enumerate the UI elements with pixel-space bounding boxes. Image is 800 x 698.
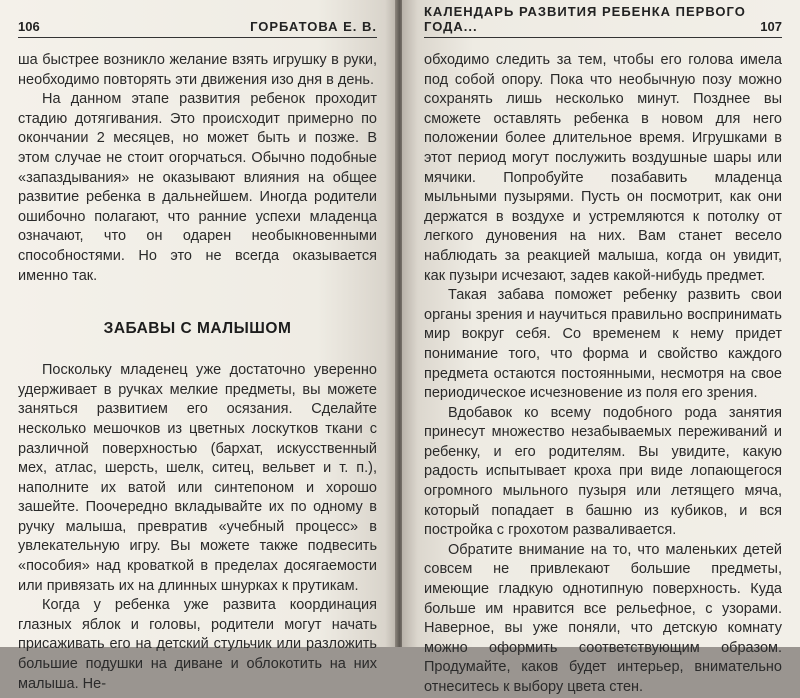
left-page-body	[18, 51, 377, 694]
left-page	[0, 0, 397, 692]
right-page	[402, 0, 800, 695]
right-page-body	[424, 51, 782, 698]
section-heading: ЗАБАВЫ С МАЛЫШОМ	[103, 320, 292, 338]
right-page-header	[424, 4, 782, 38]
paragraph: обходимо следить за тем, чтобы его голова имела под собой опору. Пока что необычную позу можно сохранять лишь несколько минут. Позднее вы сможете оставлять ребенка в новом для него положении более длительное время. Игрушками в этот период могут послужить воздушные шары или мячики. Попробуйте позабавить младенца мыльными пузырями. Пусть он посмотрит, как они держатся в воздухе и устремляются к потолку от легкого дуновения на них. Вам станет весело наблюдать за реакцией малыша, когда он увидит, как пузыри исчезают, задев какой-нибудь предмет.	[424, 52, 782, 284]
paragraph: Обратите внимание на то, что маленьких детей совсем не привлекают большие предметы, имеющие гладкую однотипную поверхность. Куда больше им нравится все рельефное, с узорами. Наверное, вы уже поняли, что детскую комнату можно оформить соответствующим образом. Продумайте, каков будет интерьер, внимательно отнеситесь к выбору цвета стен.	[424, 541, 782, 695]
paragraph: На данном этапе развития ребенок проходит стадию дотягивания. Это происходит примерно по окончании 2 месяцев, но может быть и позже. В этом случае не стоит огорчаться. Обычно подобные «запаздывания» не оказывают влияния на общее развитие ребенка в дальнейшем. Иногда родители ошибочно полагают, что ранние успехи младенца означают, что он одарен необыкновенными способностями. Но это не всегда оказывается именно так.	[18, 91, 377, 284]
paragraph: ша быстрее возникло желание взять игрушку в руки, необходимо повторять эти движения изо дня в день.	[18, 52, 377, 88]
left-page-header	[18, 14, 377, 38]
right-running-head: КАЛЕНДАРЬ РАЗВИТИЯ РЕБЕНКА ПЕРВОГО ГОДА...	[424, 4, 746, 34]
left-running-head: ГОРБАТОВА Е. В.	[250, 19, 377, 34]
right-page-number: 107	[760, 19, 782, 34]
paragraph: Вдобавок ко всему подобного рода занятия принесут множество незабываемых переживаний и ребенку, и его родителям. Вы увидите, какую радость испытывает кроха при виде лопающегося огромного мыльного пузыря или летящего мяча, который попадает в башню из кубиков, и вся постройка с грохотом разваливается.	[424, 404, 782, 539]
paragraph: Такая забава поможет ребенку развить свои органы зрения и научиться правильно воспринимать мир вокруг себя. Со временем к нему придет понимание того, что форма и свойство каждого предмета остаются постоянными, несмотря на свое периодическое исчезновение из поля его зрения.	[424, 287, 782, 402]
paragraph: Когда у ребенка уже развита координация глазных яблок и головы, родители могут начать присаживать его на детский стульчик или разложить большие подушки на диване и облокотить на них малыша. Не-	[18, 597, 377, 692]
paragraph: Поскольку младенец уже достаточно уверенно удерживает в ручках мелкие предметы, вы можете заняться развитием его осязания. Сделайте несколько мешочков из цветных лоскутков ткани с различной поверхностью (бархат, искусственный мех, атлас, шерсть, шелк, ситец, вельвет и т. п.), наполните их ватой или синтепоном и хорошо зашейте. Поочередно вкладывайте их по одному в ручку малыша, превратив «учебный процесс» в увлекательную игру. Вы можете также подвесить «пособия» над кроваткой в пределах досягаемости или привязать их на длинных шнурках к прутикам.	[18, 362, 377, 594]
left-page-number: 106	[18, 19, 40, 34]
